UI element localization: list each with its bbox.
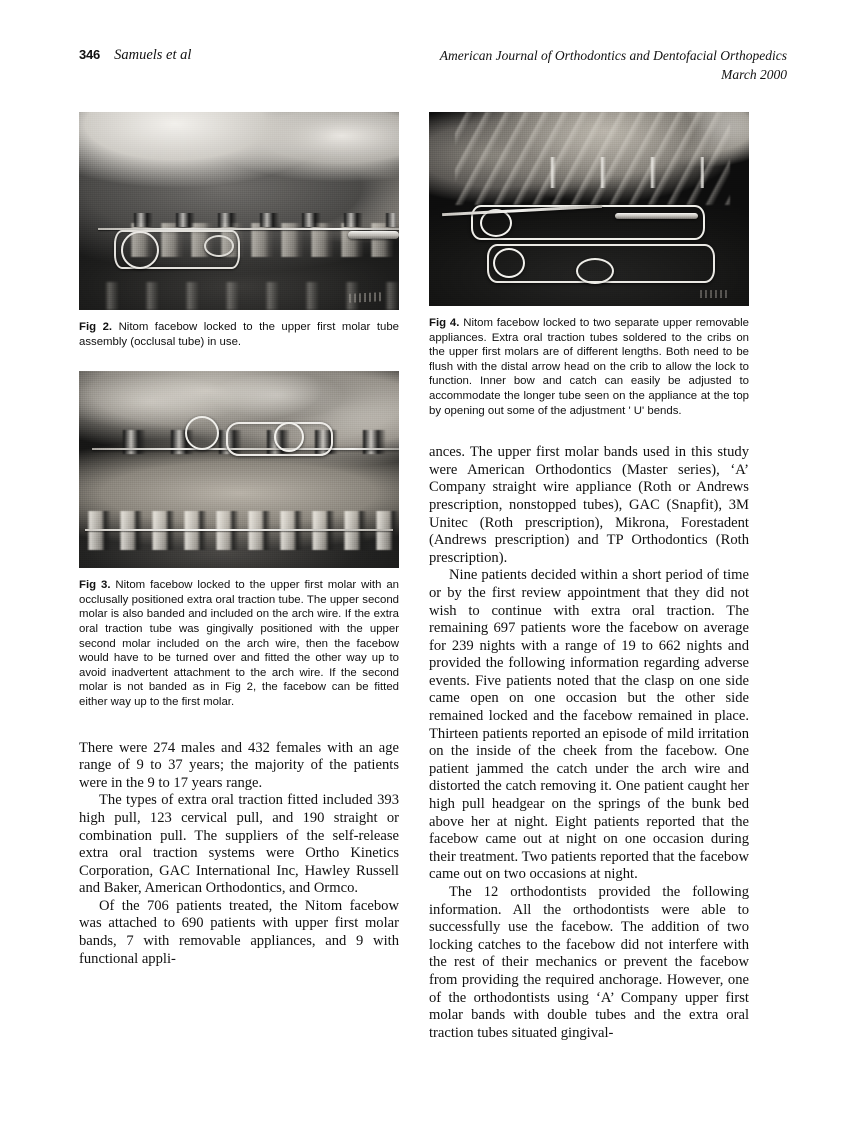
left-column-body xyxy=(79,740,399,969)
figure-3-caption-text: Nitom facebow locked to the upper first molar with an occlusally positioned extra oral traction tube. The upper second molar is also banded and included on the arch wire. If the extra oral traction tube was gingivally positioned with the upper second molar included on the arch wire, then the facebow would have to be turned over and fitted the other way up to avoid inadvertent attachment to the arch wire. If the second molar is not banded as in Fig 2, the facebow can be fitted either way up to the first molar. xyxy=(79,579,399,708)
paragraph: There were 274 males and 432 females with an age range of 9 to 37 years; the majority of the patients were in the 9 to 17 years range. xyxy=(79,739,399,791)
figure-2-photo-base xyxy=(79,112,399,310)
issue-date: March 2000 xyxy=(721,67,787,82)
figure-2-label: Fig 2. xyxy=(79,321,113,333)
spacer-fig3-body xyxy=(79,710,399,740)
figure-2-adjustment-loop xyxy=(121,231,159,269)
spacer-fig2-fig3 xyxy=(79,349,399,371)
figure-2-catch-loop xyxy=(204,235,234,257)
figure-3-facebow-loop xyxy=(185,416,219,450)
running-head xyxy=(79,46,787,92)
page-number: 346 xyxy=(79,47,101,62)
figure-4-caption-text: Nitom facebow locked to two separate upper removable appliances. Extra oral traction tubes soldered to the cribs on the upper first molars are of different lengths. Both need to be flush with the distal arrow head on the crib to allow the lock to function. Inner bow and catch can easily be adjusted to accommodate the longer tube seen on the appliance at the top by opening out some of the adjustment ' U' bends. xyxy=(429,317,749,417)
right-column-body xyxy=(429,444,749,1042)
figure-4-frame-code xyxy=(700,290,730,298)
right-column xyxy=(429,112,749,1042)
paragraph: The 12 orthodontists provided the following information. All the orthodontists were able to successfully use the facebow. The addition of two locking catches to the facebow did not interfere with the rest of their mechanics or prevent the facebow from providing the required anchorage. However, one of the orthodontists using ‘A’ Company upper first molar bands with double tubes and the extra oral traction tubes situated gingival- xyxy=(429,884,749,1041)
left-column xyxy=(79,112,399,968)
running-head-left xyxy=(79,46,191,64)
figure-4 xyxy=(429,112,749,418)
figure-4-catch-loop xyxy=(576,258,614,284)
figure-3 xyxy=(79,371,399,709)
paragraph: Of the 706 patients treated, the Nitom facebow was attached to 690 patients with upper first molar bands, 7 with removable appliances, and 9 with functional appli- xyxy=(79,897,399,967)
paragraph: The types of extra oral traction fitted included 393 high pull, 123 cervical pull, and 190 straight or combination pull. The suppliers of the self-release extra oral traction systems were Ortho Kinetics Corporation, GAC International Inc, Hawley Russell and Baker, American Orthodontics, and Ormco. xyxy=(79,792,399,897)
figure-4-label: Fig 4. xyxy=(429,317,460,329)
figure-4-image xyxy=(429,112,749,306)
figure-2-caption-text: Nitom facebow locked to the upper first molar tube assembly (occlusal tube) in use. xyxy=(79,321,399,348)
figure-2-brackets xyxy=(111,213,396,227)
figure-4-caption xyxy=(429,316,749,418)
figure-4-u-bend-lower xyxy=(493,248,525,278)
figure-2-frame-code xyxy=(349,292,383,303)
figure-3-caption xyxy=(79,578,399,709)
journal-name: American Journal of Orthodontics and Dentofacial Orthopedics xyxy=(439,48,787,63)
figure-4-cribs xyxy=(506,157,704,188)
spacer-fig4-body xyxy=(429,418,749,444)
figure-2-image xyxy=(79,112,399,310)
figure-2 xyxy=(79,112,399,349)
figure-3-image xyxy=(79,371,399,568)
paragraph: Nine patients decided within a short period of time or by the first review appointment that they did not wish to continue with extra oral traction. The remaining 697 patients wore the facebow on average for 239 nights with a range of 19 to 662 nights and provided the following information regarding adverse events. Five patients noted that the clasp on one side came open on one occasion but the other side remained locked and the facebow remained in place. Thirteen patients reported an episode of mild irritation on the inside of the cheek from the facebow. One patient jammed the catch under the arch wire and distorted the catch removing it. One patient caught her high pull headgear on the springs of the bunk bed above her at night. Eight patients reported that the facebow came out at night on one occasion during their treatment. Two patients reported that the facebow came out on two occasions at night. xyxy=(429,567,749,883)
figure-4-long-traction-tube xyxy=(615,213,698,219)
running-head-author: Samuels et al xyxy=(114,47,192,63)
figure-3-lower-arch-wire xyxy=(85,529,392,531)
paragraph: ances. The upper first molar bands used in this study were American Orthodontics (Master series), ‘A’ Company straight wire appliance (Roth or Andrews prescription, nonstopped tubes), GAC (Snapfit), 3M Unitec (Roth prescription), Mikrona, Forestadent (Andrews prescription) and TP Orthodontics (Roth prescription). xyxy=(429,444,749,566)
figure-2-traction-tube xyxy=(348,231,399,239)
figure-3-label: Fig 3. xyxy=(79,579,111,592)
running-head-right xyxy=(440,46,787,84)
figure-2-caption xyxy=(79,320,399,349)
